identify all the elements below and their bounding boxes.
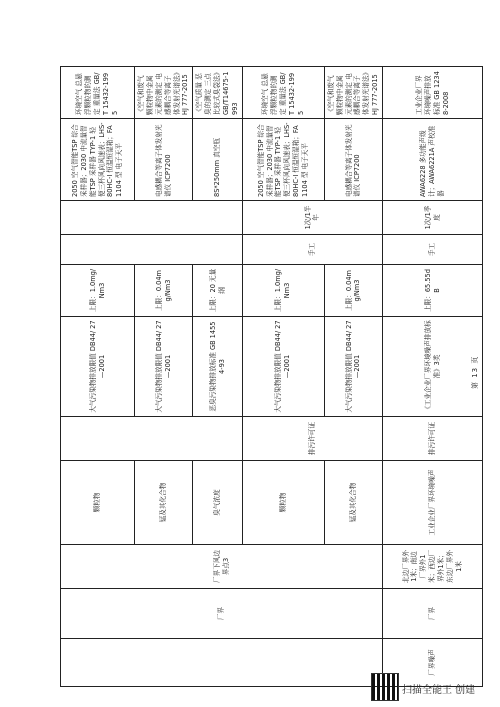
limit-cell: 上限：1.0mg/Nm3: [242, 265, 324, 317]
standard-cell: 大气污染物排放限值 DB44/ 27—2001: [135, 317, 193, 417]
analysis-cell: 环境空气 总悬浮颗粒物的测定 重量法 GB/T 15432-1995: [242, 67, 324, 119]
instrument-cell: 2050 空气智能TSP 综合采样器；2030 中流量智能TSP 采样器 TYP-1 轻便三杯风向风速表；LHS-80HC-I 恒温恒湿箱；FA1104 型 电子天平: [242, 119, 324, 201]
analysis-cell: 《空气质量 恶臭的测定 三点比较式臭袋法》GB/T14675-1993: [193, 67, 242, 119]
monitoring-table: [60, 66, 483, 687]
table-cell: [61, 639, 383, 687]
limit-cell: 上限：1.0mg/Nm3: [61, 265, 135, 317]
limit-cell: 上限：20 无量纲: [193, 265, 242, 317]
method-cell: 手工: [383, 235, 483, 265]
method-cell: 手工: [242, 235, 382, 265]
frequency-cell: 1次/1季度: [383, 201, 483, 235]
frequency-cell: 1次/1半年: [242, 201, 382, 235]
basis-cell: 排污许可证: [383, 417, 483, 461]
pollutant-cell: 颗粒物: [242, 461, 324, 545]
basis-cell: [61, 417, 243, 461]
table-row: [61, 67, 135, 687]
group-label-cell: 厂界噪声: [383, 639, 483, 687]
pollutant-cell: 工业企业厂界环境噪声: [383, 461, 483, 545]
location-cell: 厂界: [61, 589, 383, 639]
pollutant-cell: 颗粒物: [61, 461, 135, 545]
watermark-text: 扫描全能王 创建: [402, 685, 476, 696]
method-cell: [61, 235, 243, 265]
limit-cell: 上限：0.04mg/Nm3: [324, 265, 382, 317]
pollutant-cell: 锰及其化合物: [135, 461, 193, 545]
standard-cell: 《工业企业厂界环境噪声排放标准》3类: [383, 317, 483, 417]
instrument-cell: AWA6228 多功能声级计；AWA6221A 声校准器: [383, 119, 483, 201]
limit-cell: 上限：0.04mg/Nm3: [135, 265, 193, 317]
location-cell: 厂界: [383, 589, 483, 639]
analysis-cell: 环境空气 总悬浮颗粒物的测定 重量法 GB/T 15432-1995: [61, 67, 135, 119]
basis-cell: 排污许可证: [242, 417, 382, 461]
instrument-cell: 电感耦合等离子体发射光谱仪 ICP7200: [324, 119, 382, 201]
pollutant-cell: 臭气浓度: [193, 461, 242, 545]
qr-code-icon: [372, 674, 398, 700]
frequency-cell: [61, 201, 243, 235]
standard-cell: 恶臭污染物排放标准 GB 14554-93: [193, 317, 242, 417]
standard-cell: 大气污染物排放限值 DB44/ 27—2001: [61, 317, 135, 417]
analysis-cell: 工业企业厂界环境噪声排放标准 GB 12348-2008: [383, 67, 483, 119]
page-number: 第 13 页: [471, 355, 479, 389]
analysis-cell: 《空气和废气 颗粒物中金属元素的测定 电感耦合等离子体发射光谱法》HJ 777-2015: [135, 67, 193, 119]
instrument-cell: 电感耦合等离子体发射光谱仪 ICP7200: [135, 119, 193, 201]
standard-cell: 大气污染物排放限值 DB44/ 27—2001: [242, 317, 324, 417]
analysis-cell: 《空气和废气 颗粒物中金属元素的测定 电感耦合等离子体发射光谱法》HJ 777-2015: [324, 67, 382, 119]
pollutant-cell: 锰及其化合物: [324, 461, 382, 545]
limit-cell: 上限：65.55dB: [383, 265, 483, 317]
instrument-cell: 8S*250mm 真空瓶: [193, 119, 242, 201]
instrument-cell: 2050 空气智能TSP 综合采样器；2030 中流量智能TSP 采样器 TYP-1 轻便三杯风向风速表；LHS-80HC-I 恒温恒湿箱；FA1104 型 电子天平: [61, 119, 135, 201]
sublocation-cell: 厂界下风边界点3: [61, 545, 383, 589]
table-row: [383, 67, 483, 687]
sublocation-cell: 北边厂界外1米；南边厂界外1米；西边厂界外1米；东边厂界外1米: [383, 545, 483, 589]
standard-cell: 大气污染物排放限值 DB44/ 27—2001: [324, 317, 382, 417]
